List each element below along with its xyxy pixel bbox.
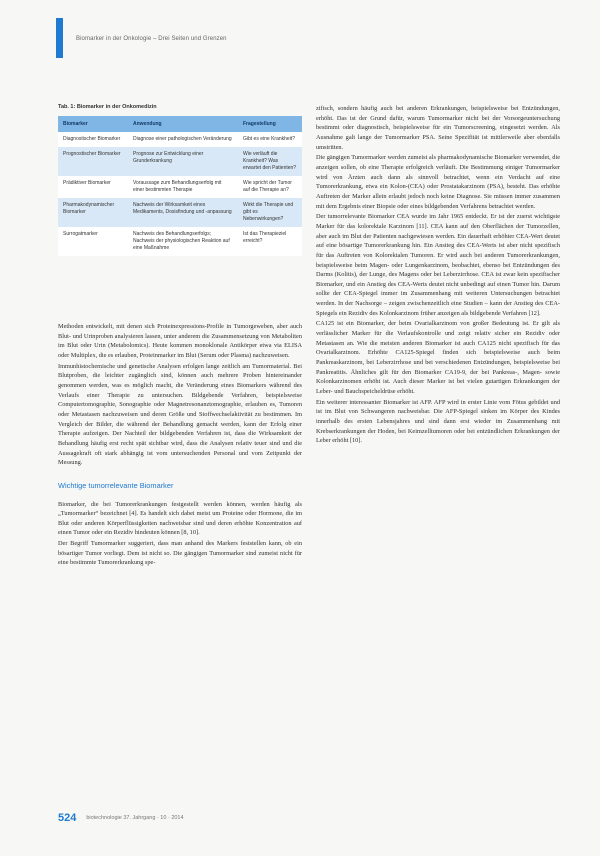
table-cell: Prognose zur Entwicklung einer Grunderkrankung <box>128 147 238 176</box>
table-cell: Ist das Therapieziel erreicht? <box>238 227 302 256</box>
table-cell: Wie verläuft die Krankheit? Was erwartet den Patienten? <box>238 147 302 176</box>
paragraph: CA125 ist ein Biomarker, der beim Ovarialkarzinom von großer Bedeutung ist. Er gilt als verlässlicher Marker für die Verlaufskontrolle und zeigt relativ sicher ein Rezidiv oder Metastasen an. Wie die meisten anderen Biomarker ist auch CA125 nicht spezifisch für das Ovarialkarzinom. Erhöhte CA125-Spiegel finden sich beispielsweise auch beim Pankreaskarzinom, bei Leberzirrhose und bei verschiedenen Entzündungen, beispielsweise bei Pankreatitis. Ähnliches gilt für den Biomarker CA19-9, der bei Pankreas-, Magen- sowie Kolonkarzinomen erhöht ist. Auch dieser Marker ist bei vielen gutartigen Erkrankungen der Leber- und Bauchspeicheldrüse erhöht. <box>316 320 560 396</box>
table-cell: Wirkt die Therapie und gibt es Nebenwirkungen? <box>238 198 302 227</box>
table-cell: Nachweis des Behandlungserfolgs; Nachweis der physiologischen Reaktion auf eine Maßnahme <box>128 227 238 256</box>
paragraph: Ein weiterer interessanter Biomarker ist AFP. AFP wird in erster Linie vom Fötus gebildet und ist im Blut von Schwangeren nachweisbar. Die AFP-Spiegel sinken im Körper des Kindes innerhalb des ersten Lebensjahres und sind dann erst wieder im Zusammenhang mit Krebserkrankungen der Hoden, bei Keimzelltumoren oder bei entzündlichen Erkrankungen der Leber erhöht [10]. <box>316 398 560 445</box>
paragraph: Biomarker, die bei Tumorerkrankungen festgestellt werden können, werden häufig als „Tumormarker“ bezeichnet [4]. Es handelt sich dabei meist um Proteine oder Hormone, die im Blut oder anderen Körperflüssigkeiten nachweisbar sind und deren erhöhte Konzentration auf einen Tumor oder ein Rezidiv hindeuten können [8, 10]. <box>58 500 302 537</box>
table-header-row <box>58 116 302 132</box>
table-header-cell: Biomarker <box>58 116 128 132</box>
table-row <box>58 132 302 147</box>
table-row <box>58 198 302 227</box>
paragraph: Methoden entwickelt, mit denen sich Proteinexpressions-Profile in Tumorgeweben, aber auch Blut- und Urinproben analysieren lassen, unter anderem die Zusammensetzung von Metaboliten im Blut oder Urin (Metabolomics). Heute kommen monoklonale Antikörper etwa via ELISA oder Multiplex, die es erlauben, Proteinmarker im Blut (Serum oder Plasma) nachzuweisen. <box>58 323 302 359</box>
table-cell: Surrogatmarker <box>58 227 128 256</box>
table-cell: Nachweis der Wirksamkeit eines Medikaments, Dosisfindung und -anpassung <box>128 198 238 227</box>
table-cell: Gibt es eine Krankheit? <box>238 132 302 147</box>
table-caption: Tab. 1: Biomarker in der Onkomedizin <box>58 104 157 110</box>
table-cell: Voraussage zum Behandlungserfolg mit einer bestimmten Therapie <box>128 176 238 198</box>
biomarker-table <box>58 116 302 256</box>
right-column <box>316 104 560 447</box>
table-row <box>58 176 302 198</box>
left-column <box>58 322 302 569</box>
running-title: Biomarker in der Onkologie – Drei Seiten und Grenzen <box>76 36 227 42</box>
paragraph: Der tumorrelevante Biomarker CEA wurde im Jahr 1965 entdeckt. Er ist der zuerst wichtigste Marker für das kolorektale Karzinom [11]. CEA kann auf den Oberflächen der Tumorzellen, aber auch im Blut der Patienten nachgewiesen werden. Ein dauerhaft erhöhter CEA-Wert deutet auf eine bösartige Tumorerkrankung hin. Ein Anstieg des CEA-Werts ist aber nicht spezifisch für das Auftreten von Kolorektalen Tumoren. Er wird auch bei anderen Tumorerkrankungen, beispielsweise beim Magen- oder Lungenkarzinom, beobachtet, ebenso bei Entzündungen des Darms (Kolitis), der Lunge, des Magens oder bei Leberzirrhose. CEA ist zwar kein spezifischer Biomarker, und ein Anstieg des CEA-Werts deutet nicht unbedingt auf einen Tumor hin. Darum sollte der CEA-Spiegel immer im Zusammenhang mit weiteren Untersuchungen betrachtet werden. In der Nachsorge – zeigen zwischenzeitlich eine Studien – kann der Anstieg des CEA-Spiegels ein Rezidiv des Kolonkarzinom früher anzeigen als bildgebende Verfahren [12]. <box>316 213 560 317</box>
table-cell: Pharmakodynamischer Biomarker <box>58 198 128 227</box>
table-row <box>58 227 302 256</box>
paragraph: Die gängigen Tumormarker werden zumeist als pharmakodynamische Biomarker verwendet, die anzeigen sollen, ob eine Therapie erfolgreich verläuft. Die Bestimmung einiger Tumormarker wird von Ärzten auch dann als sinnvoll betrachtet, wenn ein Verdacht auf eine Tumorerkrankung, etwa ein Kolon-(CEA) oder Prostatakarzinom (PSA), besteht. Das erhöhte Auftreten der Marker allein erlaubt jedoch noch keine Diagnose. Sie müssen immer zusammen mit dem Ergebnis einer Biopsie oder eines bildgebenden Verfahrens betrachtet werden. <box>316 154 560 210</box>
page-footer <box>58 812 184 824</box>
table-cell: Diagnostischer Biomarker <box>58 132 128 147</box>
table-cell: Wie spricht der Tumor auf die Therapie an? <box>238 176 302 198</box>
accent-bar <box>56 18 63 58</box>
table-cell: Prädiktiver Biomarker <box>58 176 128 198</box>
table-cell: Prognostischer Biomarker <box>58 147 128 176</box>
footer-source: biotechnologie 37. Jahrgang · 10 · 2014 <box>86 815 184 821</box>
section-heading: Wichtige tumorrelevante Biomarker <box>58 480 174 490</box>
paragraph: Immunhistochemische und genetische Analysen erfolgen lange zeitlich am Tumormaterial. Bei Blutproben, die leichter zugänglich sind, können auch mehrere Proben hintereinander genommen werden, was es möglich macht, die Veränderung eines Biomarkers während des Verlaufs einer Therapie zu untersuchen. Bildgebende Verfahren, beispielsweise Computertomographie, Sonographie oder Magnetresonanztomographie, erlauben es, Tumoren oder Metastasen nachzuweisen und deren Größe und Stoffwechselaktivität zu bestimmen. Im Vergleich der Bilder, die während der Behandlung gemacht werden, kann der Erfolg einer Therapie aufzeigen. Der Nachteil der bildgebenden Verfahren ist, dass die Wirksamkeit der Behandlung häufig erst recht spät sichtbar wird, dass die Analysen relativ teuer sind und die Aussagekraft oft stark abhängig ist vom untersuchenden Personal und vom Zeitpunkt der Messung. <box>58 362 302 467</box>
paragraph: zifisch, sondern häufig auch bei anderen Erkrankungen, beispielsweise bei Entzündungen, erhöht. Das ist der Grund dafür, warum Tumormarker nicht bei der Vorsorgeuntersuchung bestimmt oder diagnostisch, beispielsweise für ein Tumorscreening, eingesetzt werden. Als Ausnahme galt lange der Tumormarker PSA. Seine Spezifität ist mittlerweile aber ebenfalls umstritten. <box>316 105 560 151</box>
table-header-cell: Anwendung <box>128 116 238 132</box>
table-cell: Diagnose einer pathologischen Veränderung <box>128 132 238 147</box>
paragraph: Der Begriff Tumormarker suggeriert, dass man anhand des Markers feststellen kann, ob ein bösartiger Tumor vorliegt. Dem ist nicht so. Die gängigen Tumormarker sind zumeist nicht für eine bestimmte Tumorerkrankung spe- <box>58 540 302 567</box>
table-header-cell: Fragestellung <box>238 116 302 132</box>
table-row <box>58 147 302 176</box>
page-number: 524 <box>58 812 77 824</box>
